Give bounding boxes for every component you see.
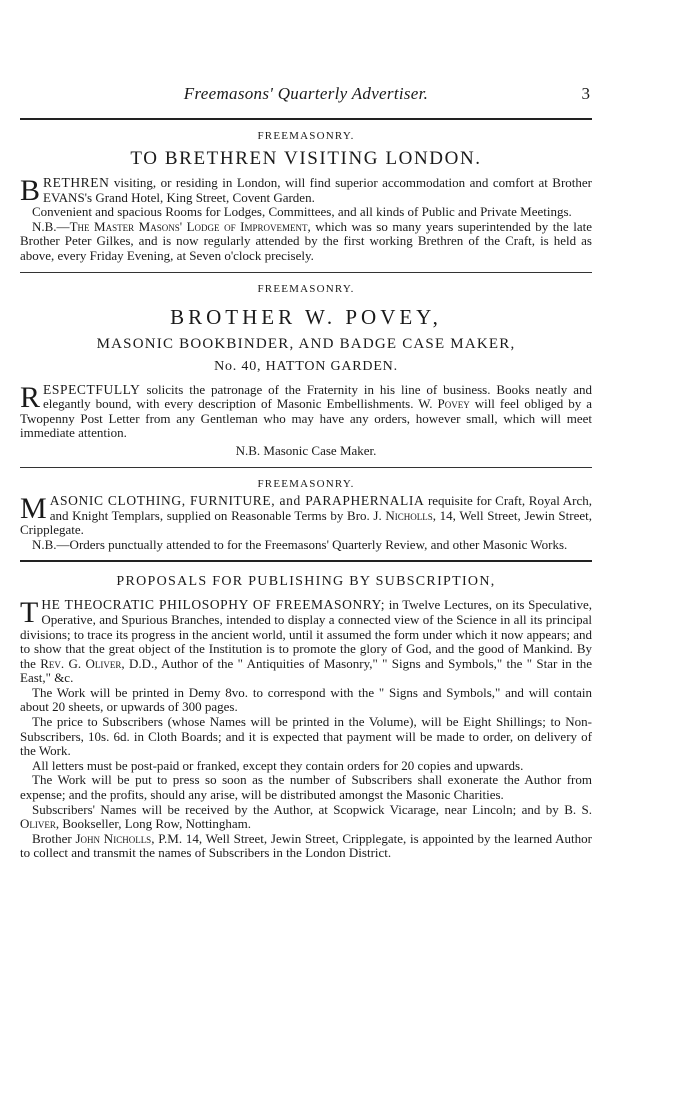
advert-proposals — [20, 562, 592, 861]
paragraph-text: which was so many years superintended by the late Brother Peter Gilkes, and is now regularly attended by the first working Brethren of the Craft, is held as above, every Friday Evening, at Seven o'clock precisely. — [20, 218, 592, 263]
advert-paragraph — [20, 380, 592, 441]
paragraph-text: in Twelve Lectures, on its Speculative, Operative, and Spurious Branches, intended to display a connected view of the Science in all its principal divisions; to trace its progress in the ancient world, until it assumed the form under which it now appears; and to show that the great object of the Institution is to promote the glory of God, and the good of Mankind. By the — [20, 597, 592, 671]
advert-title: TO BRETHREN VISITING LONDON. — [130, 148, 482, 169]
section-label: FREEMASONRY. — [257, 477, 355, 490]
advert-address: No. 40, HATTON GARDEN. — [214, 358, 398, 374]
advert-brethren-visiting — [20, 120, 592, 264]
advert-paragraph — [20, 176, 592, 205]
lead-word: ESPECTFULLY — [43, 381, 141, 397]
paragraph-text: , P.M. 14, Well Street, Jewin Street, Cripplegate, is appointed by the learned Author to collect and transmit the names of Subscribers in the London District. — [20, 830, 592, 861]
advert-paragraph — [20, 220, 592, 264]
paragraph-text: , D.D., Author of the " Antiquities of Masonry," " Signs and Symbols," the " Star in the East," &c. — [20, 655, 592, 686]
advert-paragraph — [20, 491, 592, 538]
drop-cap: R — [20, 380, 41, 414]
drop-cap: M — [20, 491, 47, 525]
advert-paragraph — [20, 598, 592, 686]
lead-word: ASONIC CLOTHING, FURNITURE, and PARAPHERNALIA — [49, 492, 425, 508]
advert-note: N.B. Masonic Case Maker. — [235, 442, 377, 458]
advert-title: PROPOSALS FOR PUBLISHING BY SUBSCRIPTION, — [116, 574, 496, 590]
paragraph-text: will feel obliged by a Twopenny Post Letter from any Gentleman who may have any orders, however small, which will meet immediate attention. — [20, 396, 592, 441]
advert-paragraph: N.B.—Orders punctually attended to for the Freemasons' Quarterly Review, and other Masonic Works. — [32, 536, 568, 552]
page-number: 3 — [581, 84, 590, 103]
advert-subtitle: MASONIC BOOKBINDER, AND BADGE CASE MAKER, — [96, 335, 516, 352]
paragraph-text: Brother — [32, 830, 76, 846]
section-label: FREEMASONRY. — [257, 130, 355, 142]
advert-paragraph — [20, 803, 592, 832]
drop-cap: B — [20, 174, 41, 207]
lead-word: RETHREN — [43, 175, 110, 190]
paragraph-text: requisite for Craft, Royal Arch, and Knight Templars, supplied on Reasonable Terms by Bro. J. — [49, 492, 592, 523]
lead-word: HE THEOCRATIC PHILOSOPHY OF FREEMASONRY; — [41, 597, 386, 613]
advert-title: BROTHER W. POVEY, — [170, 304, 442, 329]
drop-cap: T — [20, 596, 39, 630]
small-caps-text: Povey — [437, 396, 470, 412]
paragraph-text: N.B.— — [32, 218, 70, 234]
page-header — [20, 84, 592, 106]
paragraph-text: Subscribers' Names will be received by the Author, at Scopwick Vicarage, near Lincoln; and by B. S. — [32, 801, 592, 817]
advert-paragraph: The Work will be put to press so soon as the number of Subscribers shall exonerate the Author from expense; and the profits, should any arise, will be distributed amongst the Masonic Charities. — [20, 772, 592, 803]
advert-paragraph: The Work will be printed in Demy 8vo. to correspond with the " Signs and Symbols," and will contain about 20 sheets, or upwards of 300 pages. — [20, 684, 592, 715]
running-title: Freemasons' Quarterly Advertiser. — [183, 84, 429, 103]
advert-povey — [20, 273, 592, 459]
small-caps-text: Oliver — [20, 816, 56, 832]
advert-paragraph: Convenient and spacious Rooms for Lodges, Committees, and all kinds of Public and Private Meetings. — [32, 204, 572, 220]
small-caps-text: The Master Masons' Lodge of Improvement, — [69, 218, 311, 234]
paragraph-text: solicits the patronage of the Fraternity in his line of business. Books neatly and elegantly bound, with every description of Masonic Embellishments. W. — [43, 381, 592, 412]
advert-paragraph: The price to Subscribers (whose Names will be printed in the Volume), will be Eight Shillings; to Non-Subscribers, 10s. 6d. in Cloth Boards; and it is expected that payment will be made to order, on delivery of the Work. — [20, 714, 592, 759]
page — [20, 84, 592, 861]
small-caps-text: Rev. G. Oliver — [40, 655, 122, 671]
paragraph-text: , Bookseller, Long Row, Nottingham. — [55, 816, 251, 832]
advert-paragraph — [20, 832, 592, 861]
section-label: FREEMASONRY. — [257, 282, 355, 295]
paragraph-text: visiting, or residing in London, will find superior accommodation and comfort at Brother EVANS's Grand Hotel, King Street, Covent Garden. — [43, 175, 592, 205]
small-caps-text: Nicholls — [385, 507, 433, 523]
paragraph-text: , 14, Well Street, Jewin Street, Cripplegate. — [20, 507, 592, 538]
advert-paragraph: All letters must be post-paid or franked, except they contain orders for 20 copies and upwards. — [32, 757, 524, 773]
advert-masonic-clothing — [20, 468, 592, 552]
small-caps-text: John Nicholls — [75, 830, 152, 846]
